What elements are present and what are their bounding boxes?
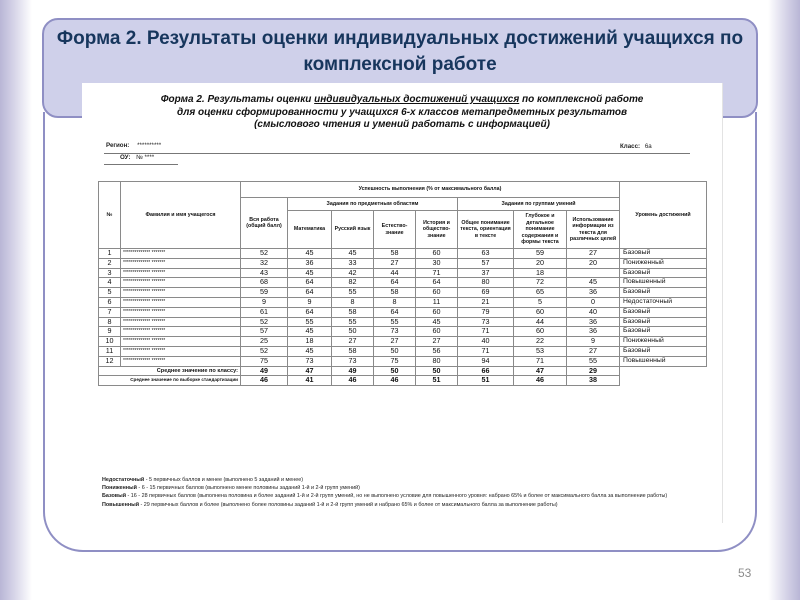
header-skill-deep: Глубокое и детальное понимание содержания и формы текста [514,211,567,249]
row-number: 6 [99,297,121,307]
score-cell: 27 [567,346,620,356]
summary-value: 41 [288,376,332,386]
score-cell: 59 [514,249,567,259]
score-cell: 52 [241,249,288,259]
level-cell: Базовый [620,327,707,337]
header-skill-group: Задания по группам умений [458,198,620,211]
summary-value: 29 [567,366,620,376]
table-body [99,249,707,386]
score-cell: 71 [458,346,514,356]
score-cell: 56 [416,346,458,356]
student-name: ************** ******* [121,317,241,327]
score-cell: 37 [458,268,514,278]
legend-term: Повышенный [102,501,140,508]
table-row [99,307,707,317]
score-cell: 44 [374,268,416,278]
student-name: ************** ******* [121,346,241,356]
score-cell: 45 [288,327,332,337]
header-russian: Русский язык [332,211,374,249]
level-cell: Повышенный [620,356,707,366]
score-cell: 58 [374,288,416,298]
heading-part-2: по комплексной работе [519,94,644,105]
legend-text: - 5 первичных баллов и менее (выполнено 5 заданий и менее) [144,477,304,483]
legend-text: - 16 - 28 первичных баллов (выполнена половина и более заданий 1-й и 2-й групп умений, но не выполнено условие для повышенного уровня: набрано 65% и более от максимального балла за выполнение работы) [126,493,668,500]
score-cell: 57 [241,327,288,337]
student-name: ************** ******* [121,268,241,278]
row-number: 1 [99,249,121,259]
score-cell: 73 [288,356,332,366]
row-number: 5 [99,288,121,298]
summary-value: 50 [374,366,416,376]
row-number: 4 [99,278,121,288]
score-cell: 0 [567,297,620,307]
score-cell: 71 [416,268,458,278]
score-cell: 25 [241,337,288,347]
summary-value: 46 [514,376,567,386]
level-cell: Базовый [620,307,707,317]
level-cell: Недостаточный [620,297,707,307]
score-cell: 21 [458,297,514,307]
heading-line-3: (смыслового чтения и умений работать с информацией) [254,119,550,130]
score-cell: 64 [416,278,458,288]
score-cell: 60 [416,327,458,337]
score-cell: 68 [241,278,288,288]
summary-row [99,376,707,386]
score-cell: 60 [416,249,458,259]
legend-term: Недостаточный [102,477,145,483]
score-cell: 73 [458,317,514,327]
score-cell: 57 [458,258,514,268]
legend-item [102,501,702,509]
score-cell: 45 [288,346,332,356]
row-number: 2 [99,258,121,268]
score-cell: 45 [332,249,374,259]
score-cell: 64 [288,307,332,317]
level-cell: Повышенный [620,278,707,288]
level-cell: Базовый [620,288,707,298]
table-row [99,258,707,268]
score-cell: 18 [514,268,567,278]
region-label: Регион: [106,142,130,149]
level-cell: Пониженный [620,337,707,347]
score-cell: 69 [458,288,514,298]
student-name: ************** ******* [121,297,241,307]
score-cell: 80 [416,356,458,366]
table-row [99,278,707,288]
table-row [99,268,707,278]
summary-value: 51 [458,376,514,386]
score-cell: 60 [514,327,567,337]
level-legend [102,476,702,509]
header-name: Фамилия и имя учащегося [121,182,241,249]
score-cell: 45 [288,249,332,259]
table-row [99,297,707,307]
summary-value: 46 [374,376,416,386]
student-name: ************** ******* [121,356,241,366]
table-row [99,346,707,356]
score-cell: 50 [374,346,416,356]
row-number: 3 [99,268,121,278]
level-cell: Базовый [620,249,707,259]
score-cell: 64 [288,278,332,288]
class-field [620,143,652,150]
row-number: 11 [99,346,121,356]
row-number: 12 [99,356,121,366]
table-row [99,327,707,337]
legend-term: Пониженный [102,485,137,492]
student-name: ************** ******* [121,337,241,347]
score-cell: 61 [241,307,288,317]
header-math: Математика [288,211,332,249]
score-cell: 50 [332,327,374,337]
row-number: 8 [99,317,121,327]
score-cell: 45 [288,268,332,278]
summary-value: 47 [514,366,567,376]
score-cell: 52 [241,317,288,327]
score-cell: 27 [567,249,620,259]
header-skill-general: Общее понимание текста, ориентация в тексте [458,211,514,249]
score-cell: 94 [458,356,514,366]
score-cell: 55 [567,356,620,366]
summary-blank [620,376,707,386]
legend-item [102,492,702,500]
header-success: Успешность выполнения (% от максимального балла) [241,182,620,198]
slide-title: Форма 2. Результаты оценки индивидуальных достижений учащихся по комплексной работе [56,28,744,75]
score-cell: 27 [332,337,374,347]
summary-label: Среднее значение по выборке стандартизации [99,376,241,386]
summary-blank [620,366,707,376]
school-value: № **** [136,154,155,161]
score-cell: 27 [374,258,416,268]
summary-value: 50 [416,366,458,376]
level-cell: Пониженный [620,258,707,268]
summary-value: 46 [241,376,288,386]
score-cell: 82 [332,278,374,288]
level-cell: Базовый [620,317,707,327]
score-cell: 27 [374,337,416,347]
summary-value: 38 [567,376,620,386]
score-cell: 30 [416,258,458,268]
score-cell: 18 [288,337,332,347]
document-heading [82,94,722,132]
heading-underlined: индивидуальных достижений учащихся [314,94,520,105]
region-value: ********** [137,142,162,149]
summary-value: 49 [332,366,374,376]
document-image [82,83,723,523]
score-cell: 20 [567,258,620,268]
score-cell: 40 [567,307,620,317]
score-cell: 71 [514,356,567,366]
score-cell: 33 [332,258,374,268]
header-history: История и общество-знание [416,211,458,249]
score-cell: 42 [332,268,374,278]
score-cell: 53 [514,346,567,356]
region-field [106,142,161,149]
score-cell: 8 [374,297,416,307]
score-cell [567,268,620,278]
summary-value: 66 [458,366,514,376]
score-cell: 79 [458,307,514,317]
score-cell: 55 [332,317,374,327]
results-table [98,181,707,386]
score-cell: 72 [514,278,567,288]
table-row [99,317,707,327]
score-cell: 60 [514,307,567,317]
score-cell: 22 [514,337,567,347]
row-number: 9 [99,327,121,337]
student-name: ************** ******* [121,278,241,288]
table-row [99,249,707,259]
score-cell: 75 [241,356,288,366]
score-cell: 9 [288,297,332,307]
score-cell: 43 [241,268,288,278]
student-name: ************** ******* [121,249,241,259]
summary-value: 49 [241,366,288,376]
summary-value: 46 [332,376,374,386]
score-cell: 73 [332,356,374,366]
summary-row [99,366,707,376]
school-field [120,154,154,161]
heading-part-1: Форма 2. Результаты оценки [160,94,315,105]
school-underline [104,164,178,165]
class-label: Класс: [620,143,641,150]
level-cell: Базовый [620,346,707,356]
score-cell: 36 [288,258,332,268]
score-cell: 27 [416,337,458,347]
score-cell: 9 [567,337,620,347]
header-subject-group: Задания по предметным областям [288,198,458,211]
table-row [99,337,707,347]
score-cell: 80 [458,278,514,288]
score-cell: 45 [567,278,620,288]
score-cell: 58 [332,346,374,356]
score-cell: 71 [458,327,514,337]
student-name: ************** ******* [121,288,241,298]
score-cell: 36 [567,327,620,337]
summary-label: Среднее значение по классу: [99,366,241,376]
header-science: Естество-знание [374,211,416,249]
student-name: ************** ******* [121,327,241,337]
header-whole-work: Вся работа (общий балл) [241,198,288,249]
score-cell: 8 [332,297,374,307]
score-cell: 73 [374,327,416,337]
score-cell: 40 [458,337,514,347]
score-cell: 44 [514,317,567,327]
score-cell: 59 [241,288,288,298]
score-cell: 64 [374,307,416,317]
legend-term: Базовый [102,493,127,500]
score-cell: 55 [288,317,332,327]
score-cell: 60 [416,288,458,298]
score-cell: 52 [241,346,288,356]
score-cell: 20 [514,258,567,268]
region-underline [104,153,690,154]
score-cell: 64 [288,288,332,298]
score-cell: 55 [374,317,416,327]
score-cell: 11 [416,297,458,307]
legend-text: - 6 - 15 первичных баллов (выполнено менее половины заданий 1-й и 2-й групп умений) [136,485,360,492]
score-cell: 55 [332,288,374,298]
summary-value: 51 [416,376,458,386]
score-cell: 63 [458,249,514,259]
score-cell: 45 [416,317,458,327]
legend-item [102,484,702,492]
score-cell: 36 [567,288,620,298]
score-cell: 5 [514,297,567,307]
student-name: ************** ******* [121,307,241,317]
score-cell: 64 [374,278,416,288]
score-cell: 58 [374,249,416,259]
score-cell: 9 [241,297,288,307]
heading-line-2: для оценки сформированности у учащихся 6-х классов метапредметных результатов [176,106,628,118]
score-cell: 36 [567,317,620,327]
table-row [99,288,707,298]
header-num: № [99,182,121,249]
score-cell: 60 [416,307,458,317]
school-label: ОУ: [120,154,131,161]
page-number: 53 [738,566,752,580]
level-cell: Базовый [620,268,707,278]
row-number: 10 [99,337,121,347]
class-value: 6а [644,143,652,150]
legend-item [102,476,702,484]
score-cell: 75 [374,356,416,366]
summary-value: 47 [288,366,332,376]
header-skill-use: Использование информации из текста для различных целей [567,211,620,249]
score-cell: 65 [514,288,567,298]
row-number: 7 [99,307,121,317]
header-level: Уровень достижений [620,182,707,249]
score-cell: 32 [241,258,288,268]
legend-text: - 29 первичных баллов и более (выполнено более половины заданий 1-й и 2-й групп умений и набрано 65% и более от максимального балла за выполнение работы) [139,501,558,508]
score-cell: 58 [332,307,374,317]
table-row [99,356,707,366]
student-name: ************** ******* [121,258,241,268]
